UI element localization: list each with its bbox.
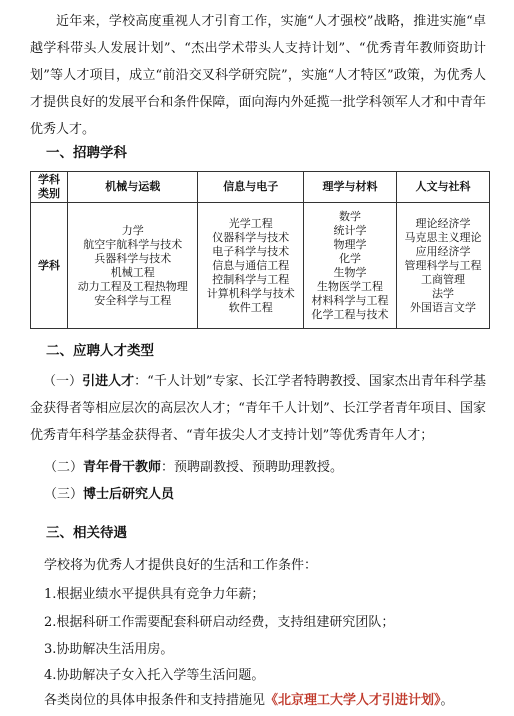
subject-item: 动力工程及工程热物理 — [77, 279, 188, 293]
talent-type-1-text: ：“千人计划”专家、长江学者特聘教授、国家杰出青年科学基金获得者等相应层次的高层次人才；“青年千人计划”、长江学者青年项目、国家优秀青年科学基金获得者、“青年拔尖人才支持计划”等优秀青年人才； — [30, 374, 486, 443]
benefit-item: 2.根据科研工作需要配套科研启动经费，支持组建研究团队； — [44, 615, 395, 630]
table-header: 信息与电子 — [198, 172, 304, 203]
section-heading-subjects: 一、招聘学科 — [46, 145, 127, 161]
subject-item: 管理科学与工程 — [404, 258, 482, 272]
footer-text: 各类岗位的具体申报条件和支持措施见 — [44, 693, 266, 708]
subject-item: 电子科学与技术 — [212, 244, 290, 258]
table-cell — [303, 203, 396, 329]
subject-item: 航空宇航科学与技术 — [83, 237, 183, 251]
intro-paragraph: 近年来，学校高度重视人才引育工作，实施“人才强校”战略，推进实施“卓越学科带头人发展计划”、“杰出学术带头人支持计划”、“优秀青年教师资助计划”等人才项目，成立“前沿交叉科学研究院”，实施“人才特区”政策，为优秀人才提供良好的发展平台和条件保障，面向海内外延揽一批学科领军人才和中青年优秀人才。 — [30, 14, 486, 137]
talent-type-1-label: 引进人才 — [82, 374, 135, 389]
subject-item: 物理学 — [333, 237, 367, 251]
table-header: 机械与运载 — [68, 172, 198, 203]
table-header-row — [31, 172, 490, 203]
table-header-first: 学科类别 — [31, 172, 68, 203]
table-cell — [68, 203, 198, 329]
subject-item: 材料科学与工程 — [311, 293, 389, 307]
subject-item: 理论经济学 — [415, 216, 471, 230]
subject-item: 兵器科学与技术 — [94, 251, 172, 265]
footer-end: 。 — [440, 693, 454, 708]
subject-item: 化学工程与技术 — [311, 307, 389, 321]
subject-item: 生物医学工程 — [316, 279, 383, 293]
subject-item: 软件工程 — [228, 300, 273, 314]
subject-item: 力学 — [121, 223, 144, 237]
subject-item: 马克思主义理论 — [404, 230, 482, 244]
talent-type-2-text: ：预聘副教授、预聘助理教授。 — [161, 460, 344, 475]
benefit-item: 4.协助解决子女入托入学等生活问题。 — [44, 668, 265, 683]
benefits-lead: 学校将为优秀人才提供良好的生活和工作条件： — [44, 558, 318, 573]
subjects-table — [30, 171, 490, 329]
section-heading-benefits: 三、相关待遇 — [46, 525, 127, 541]
footer-note — [44, 692, 454, 710]
subject-item: 生物学 — [333, 265, 367, 279]
table-row-label: 学科 — [31, 203, 68, 329]
talent-type-2-label: 青年骨干教师 — [83, 460, 162, 475]
benefit-item: 3.协助解决生活用房。 — [44, 642, 174, 657]
talent-type-2 — [44, 459, 343, 477]
table-header: 理学与材料 — [303, 172, 396, 203]
subject-item: 外国语言文学 — [409, 300, 476, 314]
subject-item: 信息与通信工程 — [212, 258, 290, 272]
subject-item: 法学 — [431, 286, 454, 300]
subject-item: 应用经济学 — [415, 244, 471, 258]
talent-type-3-label: 博士后研究人员 — [83, 487, 175, 502]
subject-item: 化学 — [338, 251, 361, 265]
table-cell — [396, 203, 489, 329]
talent-type-3 — [44, 486, 174, 504]
talent-type-3-prefix: （三） — [44, 487, 84, 502]
benefit-item: 1.根据业绩水平提供具有竞争力年薪； — [44, 587, 265, 602]
subject-item: 光学工程 — [228, 216, 273, 230]
talent-plan-link[interactable]: 《北京理工大学人才引进计划》 — [265, 693, 441, 708]
talent-type-1-paragraph — [30, 368, 486, 449]
subject-item: 工商管理 — [420, 272, 465, 286]
subject-item: 安全科学与工程 — [94, 293, 172, 307]
subject-item: 计算机科学与技术 — [206, 286, 295, 300]
section-heading-talent-types: 二、应聘人才类型 — [46, 343, 154, 359]
subject-item: 控制科学与工程 — [212, 272, 290, 286]
subject-item: 数学 — [338, 209, 361, 223]
talent-type-2-prefix: （二） — [44, 460, 84, 475]
subject-item: 统计学 — [333, 223, 367, 237]
table-cell — [198, 203, 304, 329]
table-header: 人文与社科 — [396, 172, 489, 203]
subject-item: 仪器科学与技术 — [212, 230, 290, 244]
talent-type-1-prefix: （一） — [43, 374, 83, 389]
table-row — [31, 203, 490, 329]
subject-item: 机械工程 — [110, 265, 155, 279]
